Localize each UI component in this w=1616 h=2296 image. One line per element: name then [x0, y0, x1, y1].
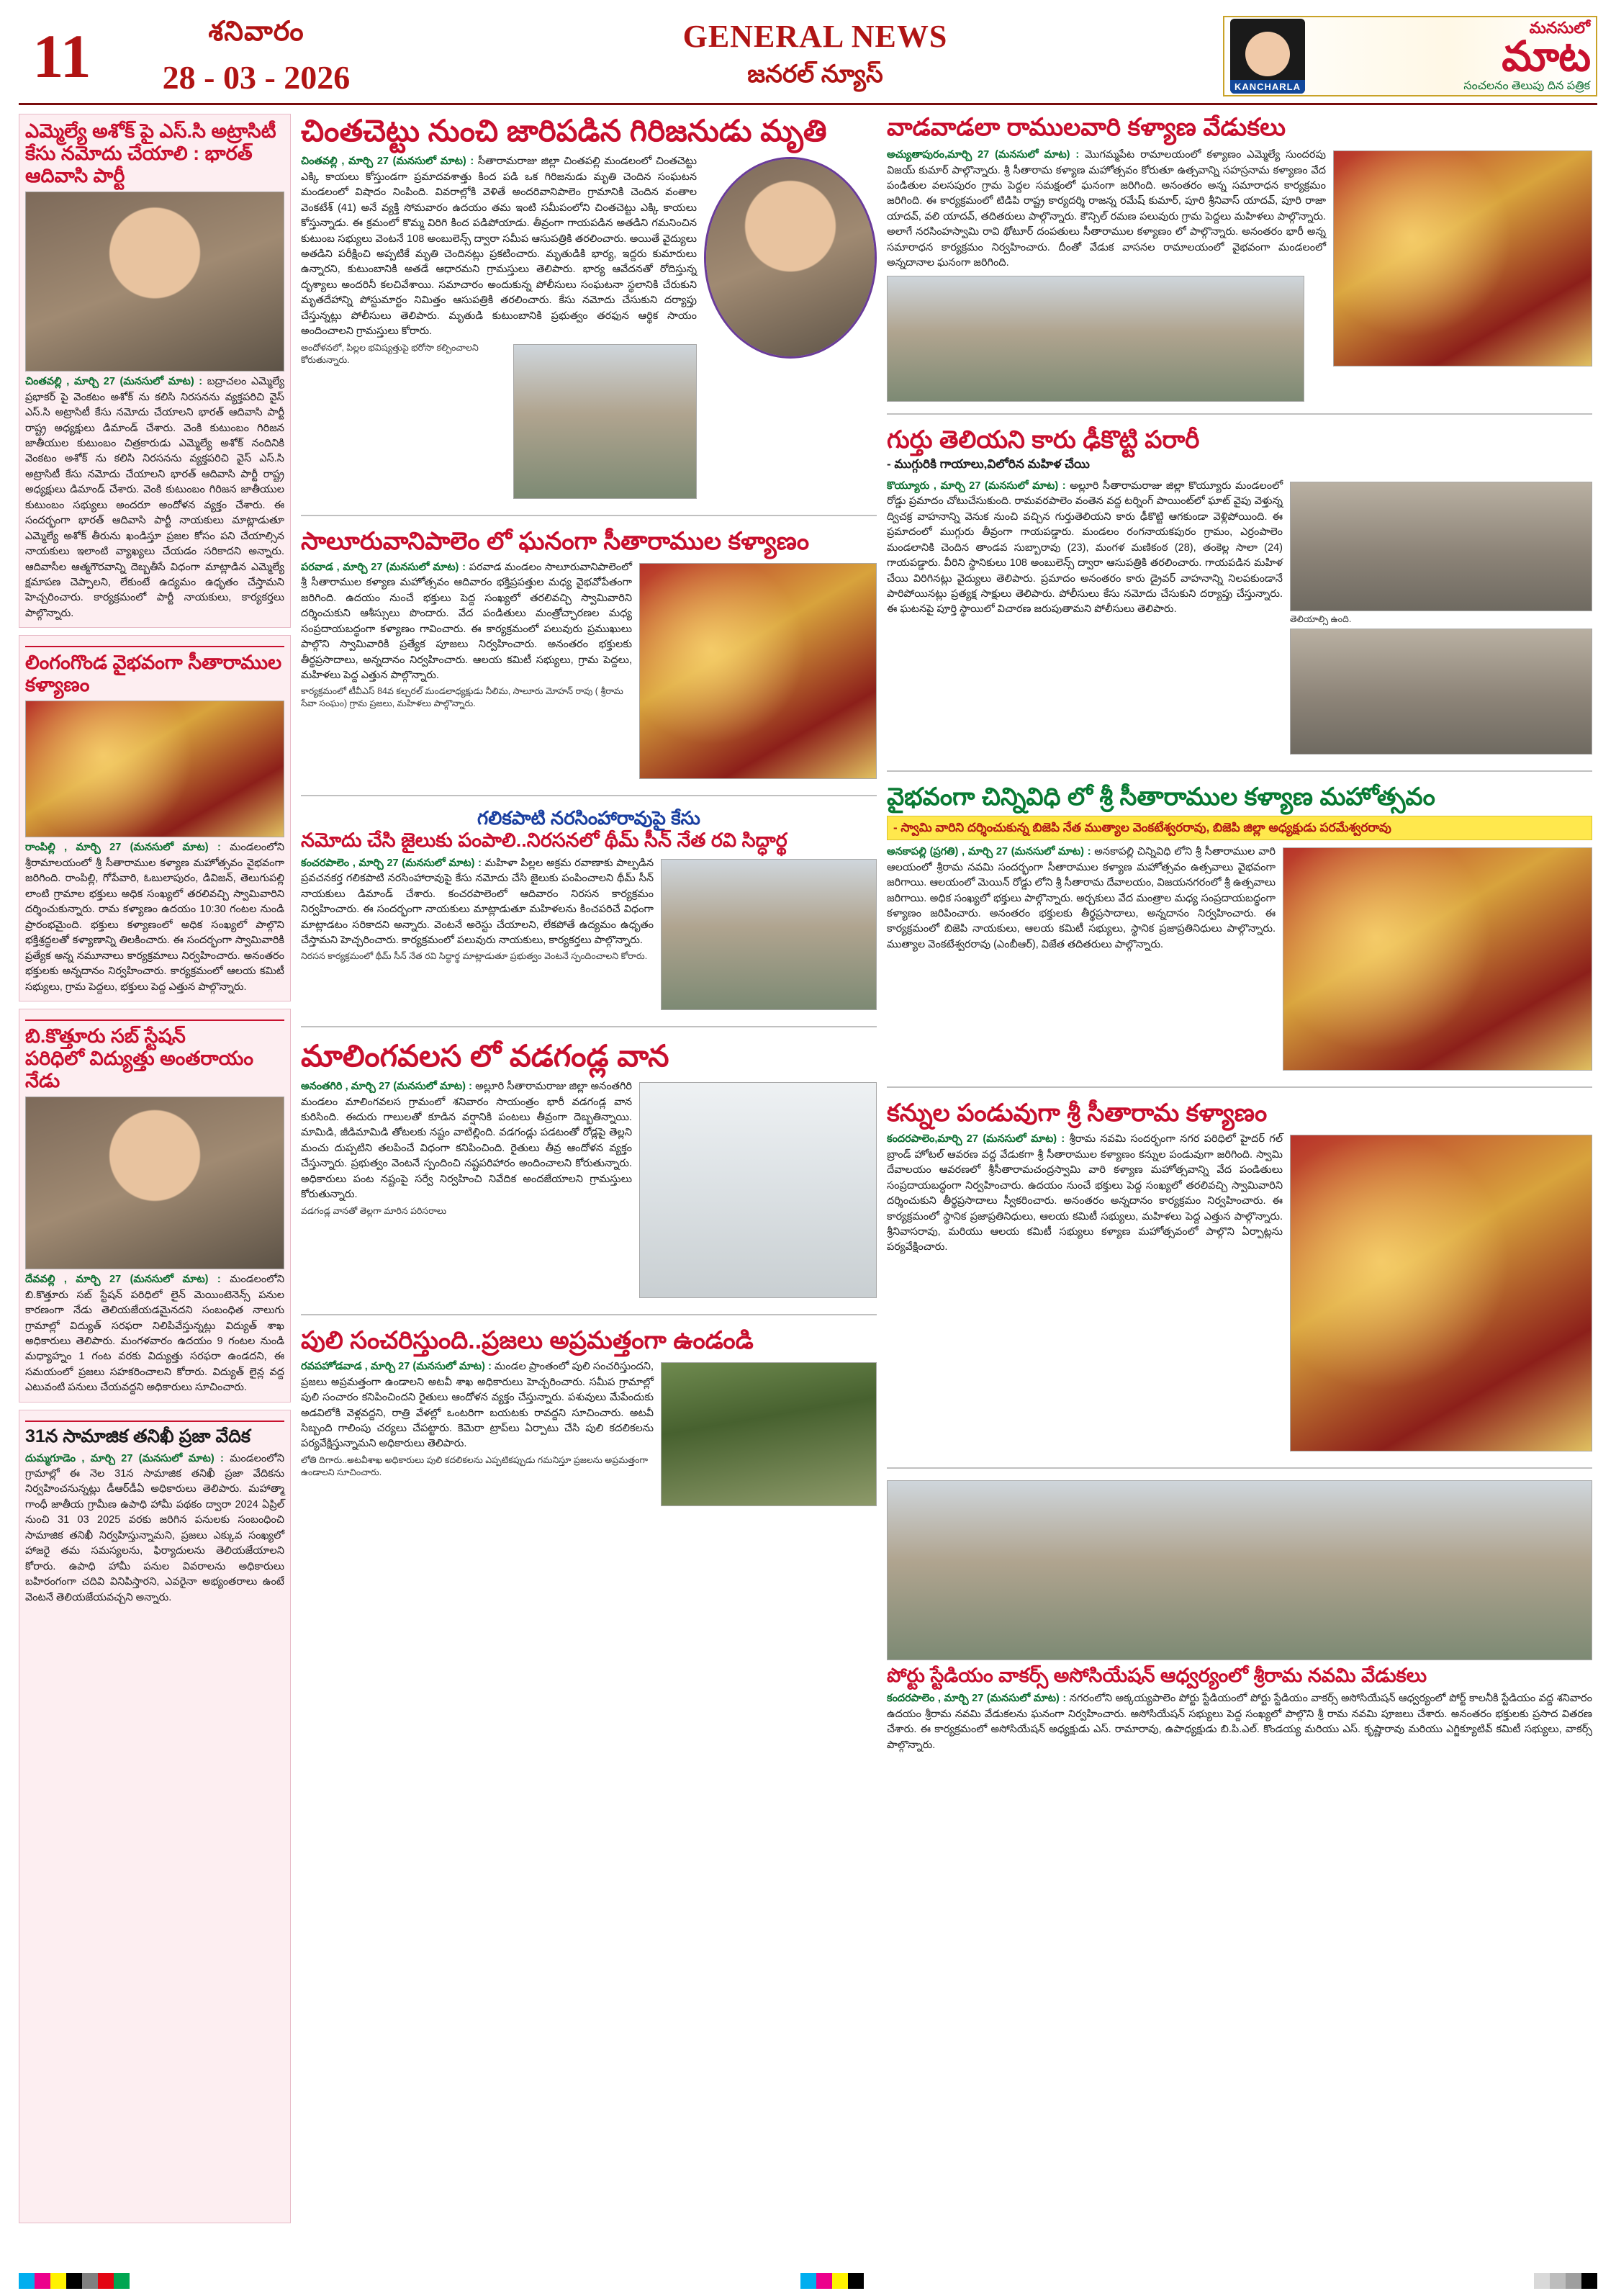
headline: నమోదు చేసి జైలుకు పంపాలి..నిరసనలో థీమ్ సీన్ నేత రవి సిద్ధార్థ	[301, 829, 787, 851]
article-tiger-alert	[301, 1327, 877, 1511]
headline-line2: పరిధిలో విద్యుత్తు అంతరాయం నేడు	[25, 1048, 254, 1092]
dateline: చింతవల్లి , మార్చి 27 (మనసులో మాట) :	[25, 376, 203, 388]
section-title-te: జనరల్ న్యూస్	[747, 60, 883, 88]
dateline: కందరపాలెం,మార్చి 27 (మనసులో మాట) :	[887, 1133, 1065, 1145]
article-photo-2	[887, 276, 1304, 402]
article-body	[25, 1272, 284, 1396]
article-body	[25, 1451, 284, 1606]
headline: పోర్టు స్టేడియం వాకర్స్ అసోసియేషన్ ఆధ్వర్యంలో శ్రీరామ నవమి వేడుకలు	[887, 1665, 1427, 1687]
body-text: నగరంలోని అక్కయ్యపాలెం పోర్టు స్టేడియంలో పోర్టు స్టేడియం వాకర్స్ అసోసియేషన్ ఆధ్వర్యంలో పోర్ట్ కాలనీకి స్టేడియం వద్ద శనివారం ఉదయం శ్రీరామ నవమి వేడుకలను ఘనంగా నిర్వహించారు. అసోసియేషన్ సభ్యులు పెద్ద సంఖ్యలో పాల్గొని శ్రీ రామ నవమి పూజలు చేశారు. అనంతరం భక్తులకు ప్రసాద వితరణ చేశారు. ఈ కార్యక్రమంలో అసోసియేషన్ అధ్యక్షుడు ఎస్. రామారావు, ఉపాధ్యక్షుడు బి.పి.ఎల్. కొండయ్య మరియు ఎస్. కృష్ణారావు మరియు ఎగ్జిక్యూటివ్ కమిటీ సభ్యులు, వాకర్స్ పాల్గొన్నారు.	[887, 1693, 1592, 1751]
section-title-en: GENERAL NEWS	[682, 18, 948, 54]
article-body	[25, 374, 284, 621]
article-galikapati-case	[301, 808, 877, 1014]
article-lingamgonda-kalyanam	[19, 635, 291, 1001]
color-bars-right	[1534, 2273, 1597, 2289]
article-ramula-vari-kalyanam	[887, 114, 1592, 402]
logo-names	[1305, 20, 1590, 92]
article-social-audit	[19, 1410, 291, 2223]
body-text: అల్లూరి సీతారామరాజు జిల్లా కొయ్యూరు మండలంలో రోడ్డు ప్రమాదం చోటుచేసుకుంది. రామవరపాలెం వంతెన వద్ద టర్నింగ్ పాయింట్‌లో ఘాట్ వైపు వెళ్తున్న ద్విచక్ర వాహనాన్ని వెనుక నుంచి వచ్చిన గుర్తుతెలియని కారు ఢీకొట్టి ఆగకుండా వెళ్లిపోయింది. ఈ ప్రమాదంలో ముగ్గురు తీవ్రంగా గాయపడ్డారు. మండలం రంగనాయకపురం గ్రామం, ఎర్రంపాలెం మండలానికి చెందిన తాండవ సుబ్బారావు (23), మంగళ మణికంఠ (28), తంకెల్ల సాలా (24) గాయపడ్డారు. వీరిని స్థానికులు 108 అంబులెన్స్ ద్వారా ఆసుపత్రికి తరలించారు. గాయపడిన మహిళ చేయి విరిగినట్లు వైద్యులు తెలిపారు. ప్రమాదం అనంతరం కారు డ్రైవర్ వాహనాన్ని నిలపకుండానే పారిపోయినట్లు ప్రత్యక్ష సాక్షులు తెలిపారు. పోలీసులు కేసు నమోదు చేసుకుని దర్యాప్తు చేస్తున్నారు. ఈ ఘటనపై పూర్తి స్థాయిలో విచారణ జరుపుతామని పోలీసులు తెలిపారు.	[887, 480, 1283, 616]
column-right	[887, 114, 1592, 2223]
color-bars-left	[19, 2273, 130, 2289]
dateline: దేవవల్లి , మార్చి 27 (మనసులో మాట) :	[25, 1274, 221, 1286]
article-power-outage	[19, 1009, 291, 1403]
kicker: గలికపాటి నరసింహారావుపై కేసు	[477, 806, 700, 829]
color-bars-mid	[800, 2273, 864, 2289]
body-text: మహిళా పిల్లల అక్రమ రవాణాకు పాల్పడిన ప్రవచనకర్త గలికపాటి నరసింహారావుపై కేసు నమోదు చేసి జైలుకు పంపించాలని థీమ్ సీన్ నాయకులు డిమాండ్ చేశారు. కంచరపాలెంలో ఆదివారం నిరసన కార్యక్రమం నిర్వహించారు. ఈ సందర్భంగా నాయకులు మాట్లాడుతూ మహిళలను కించపరిచే విధంగా మాట్లాడటం సరికాదని అన్నారు. వెంటనే అరెస్టు చేయాలని, లేకపోతే ఉద్యమం ఉధృతం చేస్తామని హెచ్చరించారు. కార్యక్రమంలో పలువురు నాయకులు, కార్యకర్తలు పాల్గొన్నారు.	[301, 857, 654, 947]
logo-big-text: మాట	[1502, 32, 1590, 80]
photo-caption: కార్యక్రమంలో టీవీఎస్ 84వ కల్చరల్ మండలాధ్యక్షుడు నీలిమ, సాలూరు మోహన్ రావు ( శ్రీరామ సేవా సంఘం) గ్రామ ప్రజలు, మహిళలు పాల్గొన్నారు.	[301, 686, 623, 709]
body-text: మొగమ్మపేట రామాలయంలో కళ్యాణం ఎమ్మెల్యే సుందరపు విజయ్ కుమార్ పాల్గొన్నారు. శ్రీ సీతారామ కళ్యాణ మహోత్సవం కోరుతూ ఉత్సవాన్ని సహస్రనామ కళ్యాణం వేద పండితుల వలసపురం గ్రామ పెద్దల సమక్షంలో ఘనంగా జరిగింది. అనంతరం అన్న సమారాధన కార్యక్రమం జరిగింది. ఈ కార్యక్రమంలో టిడిపి రాష్ట్ర కార్యదర్శి రాజన్న రమేష్ కుమార్, పూరి శ్రీనివాస్ యాదవ్, పూరి రాజా యాదవ్, వలి యాదవ్, తదితరులు పాల్గొన్నారు. కౌన్సిల్ రమణ పలువురు గ్రామ పెద్దలు మహిళలు పాల్గొన్నారు. అలాగే నరసింహస్వామి రావి థోటూర్ దంపతులు సీతారాముల కళ్యాణం లో పాల్గొన్నారు. అనంతరం భారీ అన్న సమారాధన కార్యక్రమం నిర్వహించారు. దీంతో వేడుక వాసనల రామాలయంలో వైభవంగా మండలంలో అన్నదానాల ఘనంగా జరిగింది.	[887, 149, 1326, 269]
photo-caption: అందోళనలో, పిల్లల భవిష్యత్తుపై భరోసా కల్పించాలని కోరుతున్నారు.	[301, 342, 479, 365]
photo-caption: వడగండ్ల వానతో తెల్లగా మారిన పరిసరాలు	[301, 1205, 447, 1216]
dateline: రాంపిల్లి , మార్చి 27 (మనసులో మాట) :	[25, 842, 221, 854]
deceased-portrait-photo	[704, 157, 877, 359]
article-photo-1	[1333, 150, 1592, 366]
article-hailstorm	[301, 1039, 877, 1302]
article-port-stadium-walkers	[887, 1480, 1592, 1753]
photo-caption: లోతి దిగారు..అటవీశాఖ అధికారులు పులి కదలికలను ఎప్పటికప్పుడు గమనిస్తూ ప్రజలను అప్రమత్తంగా ఉండాలని సూచించారు.	[301, 1454, 648, 1477]
article-photo	[639, 1082, 877, 1298]
column-middle	[301, 114, 877, 2223]
weekday-label: శనివారం	[208, 16, 304, 47]
dateline: కొయ్యూరు , మార్చి 27 (మనసులో మాట) :	[887, 480, 1066, 492]
logo-brand-badge: KANCHARLA	[1230, 80, 1305, 94]
article-body	[25, 840, 284, 995]
headline: సాలూరువానిపాలెం లో ఘనంగా సీతారాముల కళ్యాణం	[301, 527, 810, 555]
masthead	[19, 13, 1597, 105]
dateline: అనకాపల్లి (ప్రగతి) , మార్చి 27 (మనసులో మాట) :	[887, 846, 1091, 858]
headline: చింతచెట్టు నుంచి జారిపడిన గిరిజనుడు మృతి	[301, 114, 827, 148]
page-number: 11	[32, 21, 91, 91]
article-photo	[1290, 1135, 1592, 1451]
subheadline: - ముగ్గురికి గాయాలు,విలోరిన మహిళ చేయి	[887, 456, 1090, 471]
accident-photo-group	[1290, 482, 1592, 755]
headline: లింగంగొండ వైభవంగా సీతారాముల కళ్యాణం	[25, 652, 282, 696]
dateline: అచ్యుతాపురం,మార్చి 27 (మనసులో మాట) :	[887, 149, 1080, 161]
article-chinnividhi-kalyanam	[887, 783, 1592, 1075]
article-kannula-panduvuga-kalyanam	[887, 1099, 1592, 1456]
headline: పులి సంచరిస్తుంది..ప్రజలు అప్రమత్తంగా ఉండండి	[301, 1327, 754, 1355]
logo-small-text: మనసులో	[1529, 18, 1590, 37]
logo-tagline: సంచలనం తెలుపు దిన పత్రిక	[1463, 79, 1590, 92]
article-photo	[887, 1480, 1592, 1660]
body-text: శ్రీరామ నవమి సందర్భంగా నగర పరిధిలో హైదర్ గల్ బ్రాండ్ హోటల్ ఆవరణ వద్ద వేడుకగా శ్రీ సీతారాముల కళ్యాణం కన్నుల పండువుగా జరిగింది. స్వామి దేవాలయం ఆవరణలో శ్రీసీతారామచంద్రస్వామి వారి కళ్యాణ మహోత్సవాన్ని వేద పండితులు సంప్రదాయబద్ధంగా నిర్వహించారు. ఉదయం నుంచే భక్తులు పెద్ద సంఖ్యలో తరలివచ్చి స్వామివారిని దర్శించుకుని తీర్థప్రసాదాలు స్వీకరించారు. అనంతరం అన్నదానం కార్యక్రమం నిర్వహించారు. ఈ కార్యక్రమంలో స్థానిక ప్రజాప్రతినిధులు, ఆలయ కమిటీ సభ్యులు, మహిళలు పెద్ద ఎత్తున పాల్గొన్నారు. శ్రీనివాసరావు, మరియు ఆలయ కమిటీ సభ్యులు కళ్యాణ మహోత్సవంలో పాల్గొని ఏర్పాట్లను పర్యవేక్షించారు.	[887, 1133, 1283, 1253]
footer-color-bars	[19, 2272, 1597, 2290]
headline: వాడవాడలా రాములవారి కళ్యాణ వేడుకలు	[887, 114, 1286, 141]
article-photo-1	[1290, 482, 1592, 611]
article-photo	[25, 701, 284, 837]
headline: 31న సామాజిక తనిఖీ ప్రజా వేదిక	[25, 1426, 250, 1446]
date-label: 28 - 03 - 2026	[162, 58, 351, 96]
article-saluruvanipalem-kalyanam	[301, 528, 877, 783]
headline: ఎమ్మెల్యే అశోక్ పై ఎస్.సి అట్రాసిటీ	[25, 120, 276, 142]
date-block	[105, 16, 407, 96]
article-photo	[639, 563, 877, 779]
dateline: అనంతగిరి , మార్చి 27 (మనసులో మాట) :	[301, 1081, 472, 1093]
publication-logo	[1223, 16, 1597, 96]
dateline: కందరపాలెం , మార్చి 27 (మనసులో మాట) :	[887, 1693, 1067, 1705]
dateline: రవపహోడవాడ , మార్చి 27 (మనసులో మాట) :	[301, 1361, 492, 1373]
photo-caption: నిరసన కార్యక్రమంలో థీమ్ సీన్ నేత రవి సిద్ధార్థ మాట్లాడుతూ ప్రభుత్వం వెంటనే స్పందించాలని కోరారు.	[301, 951, 648, 962]
headline: బి.కొత్తూరు సబ్ స్టేషన్	[25, 1025, 186, 1048]
column-left	[19, 114, 291, 2223]
article-photo	[25, 1097, 284, 1269]
dateline: పరవాడ , మార్చి 27 (మనసులో మాట) :	[301, 561, 466, 573]
headline: మాలింగవలస లో వడగండ్ల వాన	[301, 1038, 669, 1073]
body-text: మండలంలోని గ్రామాల్లో ఈ నెల 31న సామాజిక తనిఖీ ప్రజా వేదికను నిర్వహించనున్నట్లు డీఆర్‌డీఏ అధికారులు తెలిపారు. మహాత్మా గాంధీ జాతీయ గ్రామీణ ఉపాధి హామీ పథకం ద్వారా 2024 ఏప్రిల్ నుంచి 31 03 2025 వరకు జరిగిన పనులకు సంబంధించి సామాజిక తనిఖీ నిర్వహిస్తున్నామని, ప్రజలు ఎక్కువ సంఖ్యలో హాజరై తమ సమస్యలను, ఫిర్యాదులను తెలియజేయాలని కోరారు. ఉపాధి హామీ పనుల వివరాలను అధికారులు బహిరంగంగా చదివి వినిపిస్తారని, ఎవరైనా అభ్యంతరాలు ఉంటే వెంటనే తెలియజేయవచ్చని అన్నారు.	[25, 1452, 285, 1603]
headline-line2: కేసు నమోదు చేయాలి : భారత్ ఆదివాసి పార్టీ	[25, 143, 253, 187]
body-text: మండలంలోని శ్రీరామాలయంలో శ్రీ సీతారాముల కళ్యాణ మహోత్సవం వైభవంగా జరిగింది. రాంపిల్లి, గోపేవారి, ఓబులాపురం, డివిజన్, తెలుగుపల్లి లాంటి గ్రామాల భక్తులు అధిక సంఖ్యలో తరలివచ్చి స్వామివారిని దర్శించుకున్నారు. రామ కళ్యాణం ఉదయం 10:30 గంటల నుండి ప్రారంభమైంది. భక్తులు కళ్యాణంలో అధిక సంఖ్యలో పాల్గొని భక్తిశ్రద్ధలతో కళ్యాణాన్ని తిలకించారు. ఈ సందర్భంగా స్వామివారికి ప్రత్యేక అన్న నమూనాలు కార్యక్రమాలు నిర్వహించారు. అనంతరం భక్తులకు అన్నదానం నిర్వహించారు. కార్యక్రమంలో ఆలయ కమిటీ సభ్యులు, గ్రామ పెద్దలు, భక్తులు పెద్ద ఎత్తున పాల్గొన్నారు.	[25, 842, 284, 993]
article-photo-2	[1290, 629, 1592, 755]
body-text: మండల ప్రాంతంలో పులి సంచరిస్తుందని, ప్రజలు అప్రమత్తంగా ఉండాలని అటవీ శాఖ అధికారులు హెచ్చరించారు. సమీప గ్రామాల్లో పులి సంచారం కనిపించిందని రైతులు ఆందోళన వ్యక్తం చేస్తున్నారు. పశువులు మేపేందుకు అడవిలోకి వెళ్లవద్దని, రాత్రి వేళల్లో ఒంటరిగా బయటకు రావద్దని సూచించారు. అటవీ సిబ్బంది గాలింపు చర్యలు చేపట్టారు. కెమెరా ట్రాప్‌లు ఏర్పాటు చేసి పులి కదలికలను పర్యవేక్షిస్తున్నామని అధికారులు తెలిపారు.	[301, 1361, 654, 1450]
logo-face-icon	[1230, 19, 1305, 94]
article-photo	[25, 192, 284, 372]
body-text: అనకాపల్లి చిన్నివిధి లోని శ్రీ సీతారాముల వారి ఆలయంలో శ్రీరామ నవమి సందర్భంగా సీతారాముల కళ్యాణ మహోత్సవం ఉత్సవాలు వైభవంగా జరిగాయి. ఆలయంలో మెయిన్ రోడ్డు లోని శ్రీ సీతారామ దేవాలయం, విజయనగరంలో శ్రీ ఉత్సవాలు జరిగాయి. అధిక సంఖ్యలో భక్తులు పాల్గొన్నారు. అర్చకులు వేద మంత్రాల మధ్య సంప్రదాయబద్ధంగా కళ్యాణం జరిపించారు. అనంతరం భక్తులకు తీర్థప్రసాదాలు, అన్నదానం నిర్వహించారు. ఈ కార్యక్రమంలో బిజెపి నాయకులు, ఆలయ కమిటీ సభ్యులు, స్థానిక ప్రజాప్రతినిధులు పాల్గొన్నారు. ముత్యాల వెంకటేశ్వరరావు (ఎంబీఆర్), విజేత తదితరులు పాల్గొన్నారు.	[887, 846, 1276, 950]
body-text: మండలంలోని బి.కొత్తూరు సబ్ స్టేషన్ పరిధిలో లైన్ మెయింటెనెన్స్ పనుల కారణంగా నేడు తెలియజేయడమైనదని సంబంధిత నాలుగు గ్రామాల్లో విద్యుత్ సరఫరా నిలిపివేస్తున్నట్లు విద్యుత్ శాఖ అధికారులు తెలిపారు. మంగళవారం ఉదయం 9 గంటల నుండి మధ్యాహ్నం 1 గంట వరకు విద్యుత్తు సరఫరా ఉండదని, ఈ సమయంలో ప్రజలు సహకరించాలని కోరారు. విద్యుత్ లైన్ల వద్ద ఎటువంటి పనులు చేయవద్దని అధికారులు సూచించారు.	[25, 1274, 284, 1394]
dateline: చింతవల్లి , మార్చి 27 (మనసులో మాట) :	[301, 156, 474, 168]
article-mla-atrocity-case	[19, 114, 291, 628]
article-tribal-death	[301, 114, 877, 503]
photo-caption: తెలియాల్సి ఉంది.	[1290, 613, 1352, 624]
article-photo	[661, 859, 877, 1010]
article-hit-and-run	[887, 426, 1592, 759]
headline: వైభవంగా చిన్నివిధి లో శ్రీ సీతారాముల కళ్యాణ మహోత్సవం	[887, 783, 1435, 811]
article-photo	[661, 1362, 877, 1506]
section-title	[407, 18, 1223, 94]
article-body	[887, 1691, 1592, 1753]
headline: కన్నుల పండువుగా శ్రీ సీతారామ కళ్యాణం	[887, 1099, 1268, 1127]
article-photo	[513, 344, 697, 499]
dateline: దుమ్మగూడెం , మార్చి 27 (మనసులో మాట) :	[25, 1452, 224, 1464]
dateline: కంచరపాలెం , మార్చి 27 (మనసులో మాట) :	[301, 857, 482, 869]
article-photo	[1283, 847, 1592, 1071]
body-text: బద్రాచలం ఎమ్మెల్యే ప్రభాకర్ పై వెంకటం అశోక్ ను కలిసి నిరసనను వ్యక్తపరిచి వైస్ ఎస్.సి అట్రాసిటీ కేసు నమోదు చేయాలని భారత్ ఆదివాసి పార్టీ రాష్ట్ర అధ్యక్షులు డిమాండ్ చేశారు. వెంకి కుటుంబం గిరిజన జాతీయుల కుటుంబం చిత్రకారుడు ఎమ్మెల్యే అశోక్ నందినికి వెంకటం అశోక్ ను కలిసి నిరసనను వ్యక్తపరిచి వైస్ ఎస్.సి అట్రాసిటీ కేసు నమోదు చేయాలని భారత్ ఆదివాసి పార్టీ రాష్ట్ర అధ్యక్షులు డిమాండ్ చేశారు. వెంకి కుటుంబం గిరిజన జాతీయుల కుటుంబం సభ్యులు అందరూ అందోళన వ్యక్తం చేశారు. ఈ సందర్భంగా భారత్ ఆదివాసి పార్టీ నాయకులు మాట్లాడుతూ ఎమ్మెల్యే అశోక్ తీరును ఖండిస్తూ ప్రజల కోసం పని చేయాల్సిన నాయకులు ఇలాంటి వ్యాఖ్యలు చేయడం సరికాదని అన్నారు. ఆదివాసీల ఆత్మగౌరవాన్ని దెబ్బతీసే విధంగా మాట్లాడిన ఎమ్మెల్యే క్షమాపణ చెప్పాలని, లేకుంటే ఉద్యమం ఉధృతం చేస్తామని హెచ్చరించారు. కార్యక్రమంలో పార్టీ నాయకులు, కార్యకర్తలు పాల్గొన్నారు.	[25, 376, 284, 619]
body-text: పరవాడ మండలం సాలూరువానిపాలెంలో శ్రీ సీతారాముల కళ్యాణ మహోత్సవం ఆదివారం భక్తిప్రపత్తుల మధ్య వైభవోపేతంగా జరిగింది. ఉదయం నుంచే భక్తులు పెద్ద సంఖ్యలో తరలివచ్చి స్వామివారిని దర్శించుకుని ఆశీస్సులు పొందారు. వేద పండితులు మంత్రోచ్ఛారణల మధ్య సంప్రదాయబద్ధంగా కళ్యాణం గావించారు. ఈ కార్యక్రమంలో పలువురు ప్రముఖులు పాల్గొని స్వామివారికి ప్రత్యేక పూజలు నిర్వహించారు. అనంతరం భక్తులకు తీర్థప్రసాదాలు, అన్నదానం నిర్వహించారు. ఆలయ కమిటీ సభ్యులు, గ్రామ పెద్దలు, మహిళలు పెద్ద ఎత్తున పాల్గొన్నారు.	[301, 561, 633, 681]
highlight-strip: - స్వామి వారిని దర్శించుకున్న బిజెపి నేత ముత్యాల వెంకటేశ్వరరావు, బిజెపి జిల్లా అధ్యక్షుడు పరమేశ్వరరావు	[887, 816, 1592, 840]
body-text: అల్లూరి సీతారామరాజు జిల్లా అనంతగిరి మండలం మాలింగవలస గ్రామంలో శనివారం సాయంత్రం భారీ వడగండ్ల వాన కురిసింది. ఈదురు గాలులతో కూడిన వర్షానికి పంటలు తీవ్రంగా దెబ్బతిన్నాయి. మామిడి, జీడిమామిడి తోటలకు నష్టం వాటిల్లింది. వడగండ్లు పడటంతో రోడ్లపై తెల్లని మంచు దుప్పటిని తలపించే విధంగా కనిపించింది. రైతులు తీవ్ర ఆందోళన వ్యక్తం చేస్తున్నారు. ప్రభుత్వం వెంటనే స్పందించి నష్టపరిహారం అందించాలని కోరుతున్నారు. అధికారులు పంట నష్టంపై సర్వే నిర్వహించి నివేదిక అందజేయాలని గ్రామస్తులు కోరుతున్నారు.	[301, 1081, 632, 1201]
body-text: సీతారామరాజు జిల్లా చింతపల్లి మండలంలో చింతచెట్టు ఎక్కి కాయలు కోస్తుండగా ప్రమాదవశాత్తు కింద పడి ఒక గిరిజనుడు మృతి చెందిన సంఘటన మండలంలో విషాదం నింపింది. వివరాల్లోకి వెళితే అందరివానిపాలెం గ్రామానికి చెందిన వంతాల వెంకటేశ్ (41) అనే వ్యక్తి సోమవారం ఉదయం తమ ఇంటి సమీపంలోని చింతచెట్టు ఎక్కి కాయలు కోస్తున్నాడు. ఈ క్రమంలో కొమ్మ విరిగి కింద పడిపోయాడు. తీవ్రంగా గాయపడిన అతడిని గమనించిన కుటుంబ సభ్యులు వెంటనే 108 అంబులెన్స్ ద్వారా సమీప ఆసుపత్రికి తరలించారు. అయితే వైద్యులు అతడిని పరీక్షించి అప్పటికే మృతి చెందినట్లు ప్రకటించారు. మృతుడికి భార్య, ఇద్దరు కుమారులు ఉన్నారని, కుటుంబానికి అతడే ఆధారమని గ్రామస్తులు తెలిపారు. భార్య ఆవేదనతో రోదిస్తున్న దృశ్యాలు అందరినీ కలచివేశాయి. సమాచారం అందుకున్న పోలీసులు సంఘటనా స్థలానికి చేరుకుని మృతదేహాన్ని పోస్టుమార్టం నిమిత్తం ఆసుపత్రికి తరలించారు. కేసు నమోదు చేసుకుని దర్యాప్తు చేస్తున్నట్లు పోలీసులు తెలిపారు. మృతుడి కుటుంబానికి ప్రభుత్వం తరఫున ఆర్థిక సాయం అందించాలని గ్రామస్తులు కోరారు.	[301, 156, 697, 338]
headline: గుర్తు తెలియని కారు ఢీకొట్టి పరారీ	[887, 426, 1200, 454]
page-content	[19, 114, 1597, 2223]
